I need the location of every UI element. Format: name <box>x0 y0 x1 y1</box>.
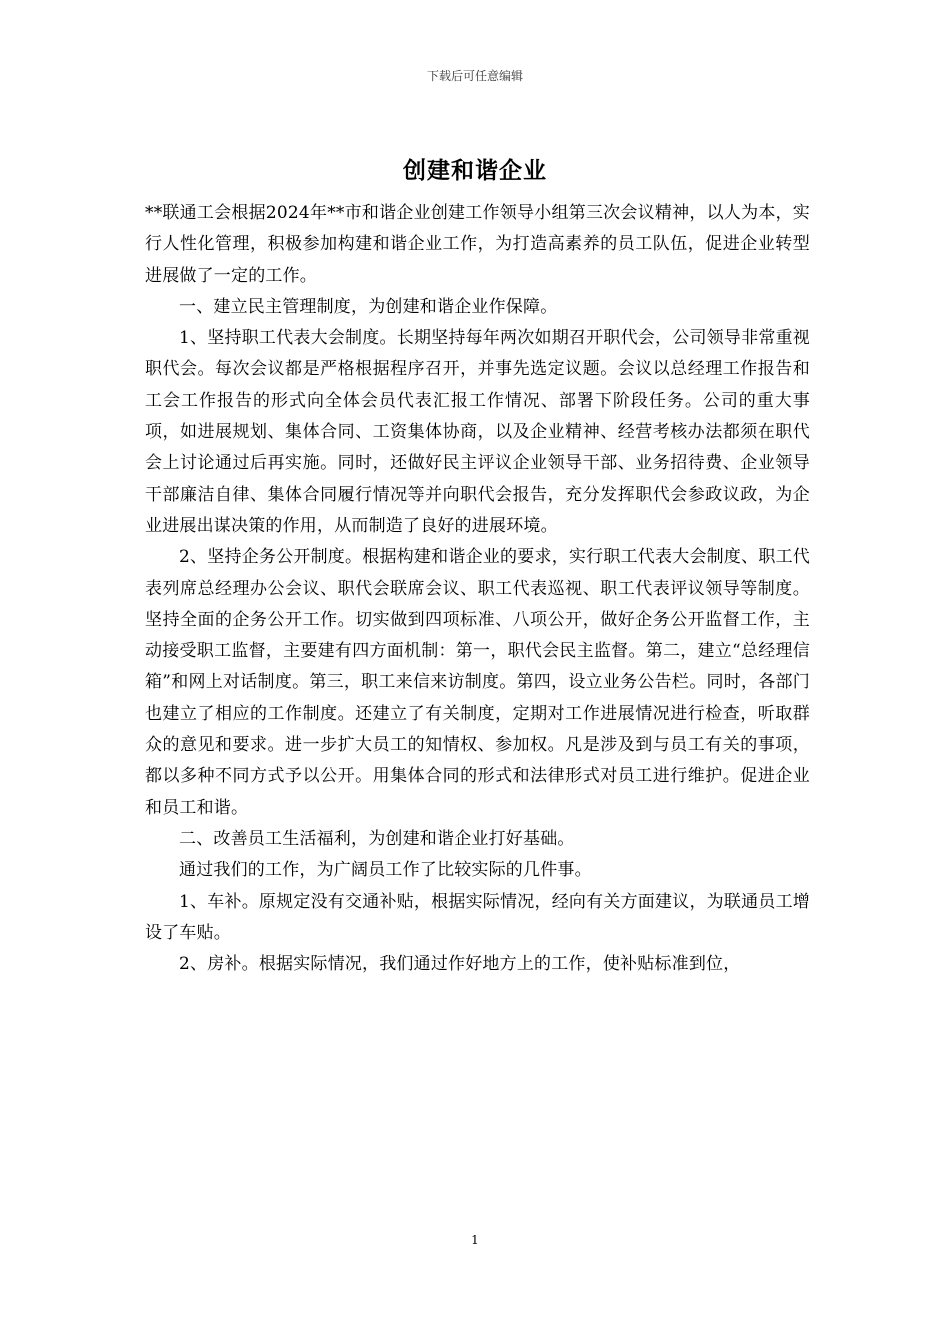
paragraph-workers-congress: 1、坚持职工代表大会制度。长期坚持每年两次如期召开职代会，公司领导非常重视职代会。每次会议都是严格根据程序召开，并事先选定议题。会议以总经理工作报告和工会工作报告的形式向全体会员代表汇报工作情况、部署下阶段任务。公司的重大事项，如进展规划、集体合同、工资集体协商，以及企业精神、经营考核办法都须在职代会上讨论通过后再实施。同时，还做好民主评议企业领导干部、业务招待费、企业领导干部廉洁自律、集体合同履行情况等并向职代会报告，充分发挥职代会参政议政，为企业进展出谋决策的作用，从而制造了良好的进展环境。 <box>145 328 810 536</box>
document-body <box>145 198 810 980</box>
paragraph-section-2-heading: 二、改善员工生活福利，为创建和谐企业打好基础。 <box>179 828 575 849</box>
header-note: 下载后可任意编辑 <box>426 69 523 83</box>
page-number: 1 <box>471 1233 479 1247</box>
paragraph-section-2-intro: 通过我们的工作，为广阔员工作了比较实际的几件事。 <box>179 860 592 881</box>
paragraph-intro: **联通工会根据2024年**市和谐企业创建工作领导小组第三次会议精神，以人为本，实行人性化管理，积极参加构建和谐企业工作，为打造高素养的员工队伍，促进企业转型进展做了一定的工作。 <box>145 203 810 286</box>
paragraph-section-1-heading: 一、建立民主管理制度，为创建和谐企业作保障。 <box>179 296 558 317</box>
paragraph-housing-subsidy: 2、房补。根据实际情况，我们通过作好地方上的工作，使补贴标准到位， <box>179 954 741 975</box>
paragraph-affairs-disclosure: 2、坚持企务公开制度。根据构建和谐企业的要求，实行职工代表大会制度、职工代表列席总经理办公会议、职代会联席会议、职工代表巡视、职工代表评议领导等制度。坚持全面的企务公开工作。切实做到四项标准、八项公开，做好企务公开监督工作，主动接受职工监督，主要建有四方面机制：第一，职代会民主监督。第二，建立“总经理信箱”和网上对话制度。第三，职工来信来访制度。第四，设立业务公告栏。同时，各部门也建立了相应的工作制度。还建立了有关制度，定期对工作进展情况进行检查，听取群众的意见和要求。进一步扩大员工的知情权、参加权。凡是涉及到与员工有关的事项，都以多种不同方式予以公开。用集体合同的形式和法律形式对员工进行维护。促进企业和员工和谐。 <box>145 547 810 818</box>
document-title: 创建和谐企业 <box>403 157 547 184</box>
paragraph-transport-subsidy: 1、车补。原规定没有交通补贴，根据实际情况，经向有关方面建议，为联通员工增设了车贴。 <box>145 891 810 943</box>
